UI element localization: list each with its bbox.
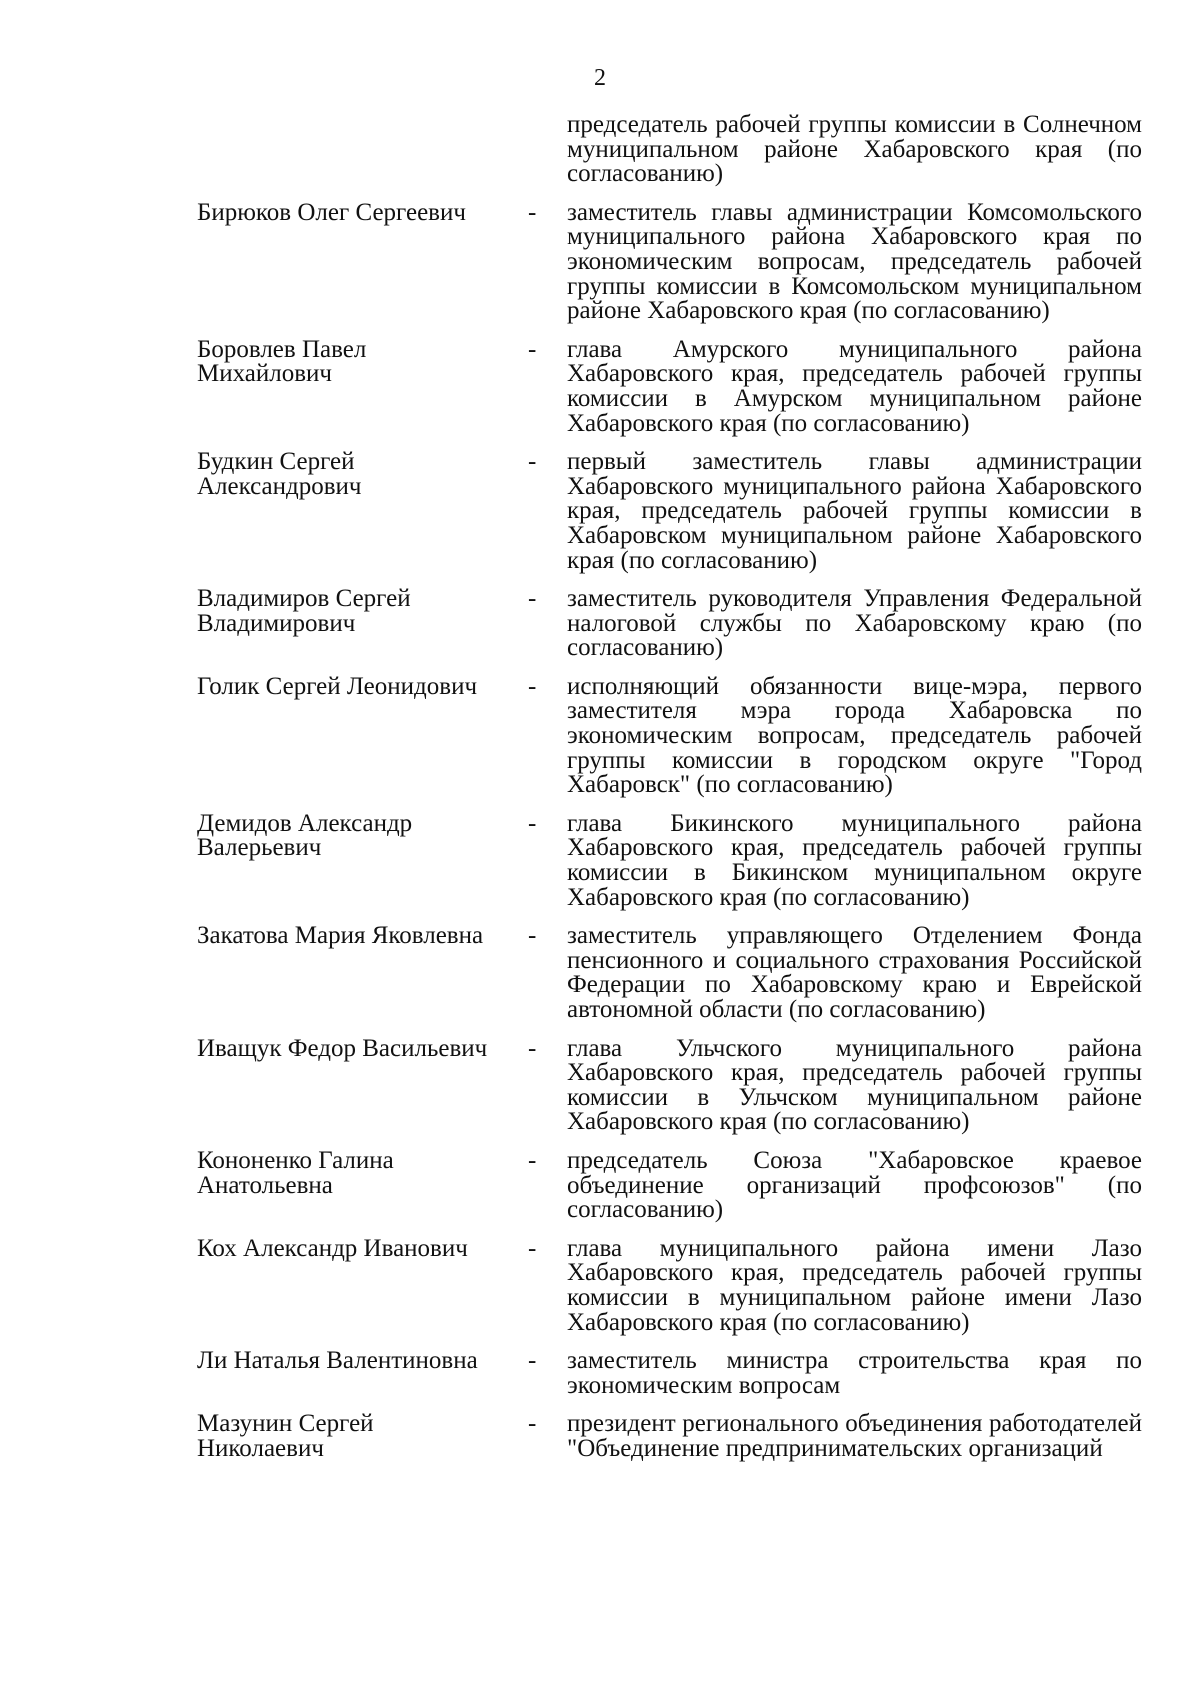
dash-separator: -: [528, 448, 537, 476]
member-position: заместитель руководителя Управления Федеральной налоговой службы по Хабаровскому краю (по согласованию): [567, 585, 1142, 662]
member-list: [0, 113, 1200, 1462]
member-position: заместитель главы администрации Комсомольского муниципального района Хабаровского края по экономическим вопросам, председатель рабочей группы комиссии в Комсомольском муниципальном районе Хабаровского края (по согласованию): [567, 198, 1142, 325]
dash-separator: -: [528, 198, 537, 226]
list-item: [0, 1034, 1200, 1136]
member-name: Владимиров Сергей Владимирович: [197, 585, 411, 637]
list-item: [0, 672, 1200, 799]
member-name: Бирюков Олег Сергеевич: [197, 198, 466, 226]
list-item: [0, 809, 1200, 911]
dash-separator: -: [528, 1234, 537, 1262]
dash-separator: -: [528, 335, 537, 363]
member-name: Боровлев Павел Михайлович: [197, 335, 367, 388]
list-item: [0, 1234, 1200, 1336]
list-item: [0, 1349, 1200, 1398]
list-item: [0, 587, 1200, 661]
member-position: президент регионального объединения работодателей "Объединение предпринимательских организаций: [567, 1410, 1142, 1462]
dash-separator: -: [528, 1410, 537, 1438]
member-position: заместитель министра строительства края по экономическим вопросам: [567, 1347, 1142, 1399]
member-name: Кох Александр Иванович: [197, 1234, 468, 1262]
dash-separator: -: [528, 809, 537, 837]
list-item: [0, 924, 1200, 1022]
member-position: исполняющий обязанности вице-мэра, первого заместителя мэра города Хабаровска по экономическим вопросам, председатель рабочей группы комиссии в городском округе "Город Хабаровск" (по согласованию): [567, 672, 1142, 799]
member-name: Мазунин Сергей Николаевич: [197, 1410, 374, 1462]
dash-separator: -: [528, 1347, 537, 1375]
member-position: глава Ульчского муниципального района Хабаровского края, председатель рабочей группы комиссии в Ульчском муниципальном районе Хабаровского края (по согласованию): [567, 1034, 1142, 1136]
member-position: председатель рабочей группы комиссии в Солнечном муниципальном районе Хабаровского края (по согласованию): [567, 111, 1142, 188]
member-name: Ли Наталья Валентиновна: [197, 1347, 478, 1375]
member-position: заместитель управляющего Отделением Фонда пенсионного и социального страхования Российской Федерации по Хабаровскому краю и Еврейской автономной области (по согласованию): [567, 922, 1142, 1023]
dash-separator: -: [528, 922, 537, 950]
list-item: [0, 198, 1200, 325]
member-position: председатель Союза "Хабаровское краевое объединение организаций профсоюзов" (по согласованию): [567, 1146, 1142, 1224]
dash-separator: -: [528, 1146, 537, 1174]
member-name: Будкин Сергей Александрович: [197, 448, 362, 500]
member-name: Голик Сергей Леонидович: [197, 672, 478, 700]
member-name: Закатова Мария Яковлевна: [197, 922, 484, 950]
list-item: [0, 113, 1200, 187]
list-item: [0, 450, 1200, 573]
member-name: Иващук Федор Васильевич: [197, 1034, 488, 1062]
dash-separator: -: [528, 672, 537, 700]
member-position: глава Амурского муниципального района Хабаровского края, председатель рабочей группы комиссии в Амурском муниципальном районе Хабаровского края (по согласованию): [567, 335, 1142, 437]
member-position: первый заместитель главы администрации Хабаровского муниципального района Хабаровского края, председатель рабочей группы комиссии в Хабаровском муниципальном районе Хабаровского края (по согласованию): [567, 448, 1142, 574]
member-name: Демидов Александр Валерьевич: [197, 809, 413, 862]
list-item: [0, 1146, 1200, 1224]
member-name: Кононенко Галина Анатольевна: [197, 1146, 394, 1199]
member-position: глава муниципального района имени Лазо Хабаровского края, председатель рабочей группы комиссии в муниципальном районе имени Лазо Хабаровского края (по согласованию): [567, 1234, 1142, 1336]
list-item: [0, 335, 1200, 437]
dash-separator: -: [528, 1034, 537, 1062]
list-item: [0, 1412, 1200, 1461]
page-number: 2: [594, 65, 606, 91]
member-position: глава Бикинского муниципального района Хабаровского края, председатель рабочей группы комиссии в Бикинском муниципальном округе Хабаровского края (по согласованию): [567, 809, 1142, 911]
dash-separator: -: [528, 585, 537, 613]
